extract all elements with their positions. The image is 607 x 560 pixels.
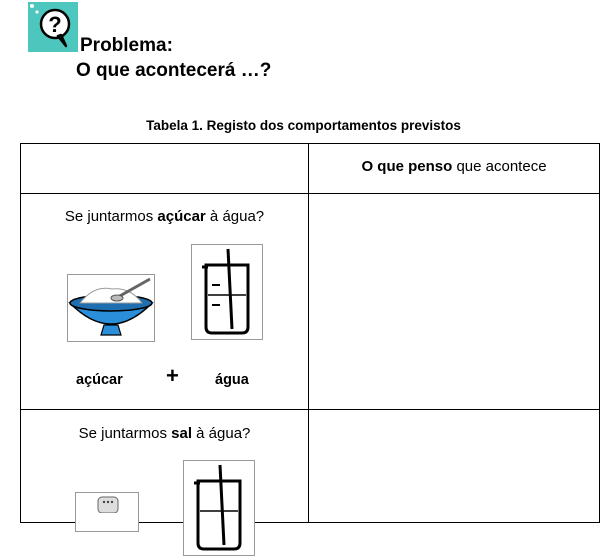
row-divider bbox=[21, 409, 599, 410]
row-sugar-question: Se juntarmos açúcar à água? bbox=[64, 208, 265, 225]
header-divider bbox=[21, 193, 599, 194]
column-divider bbox=[308, 144, 309, 522]
sugar-bowl-icon bbox=[67, 274, 155, 342]
beaker-water-icon bbox=[183, 460, 255, 556]
problem-title: Problema: bbox=[80, 35, 173, 56]
svg-text:?: ? bbox=[48, 12, 62, 37]
question-speech-bubble-icon bbox=[28, 2, 78, 52]
table-caption: Tabela 1. Registo dos comportamentos previstos bbox=[146, 118, 461, 133]
row-salt-question: Se juntarmos sal à água? bbox=[78, 425, 251, 442]
problem-question: O que acontecerá …? bbox=[76, 60, 272, 81]
label-water: água bbox=[215, 372, 249, 388]
header-bold-part: O que penso bbox=[361, 158, 453, 175]
substance-salt: sal bbox=[171, 425, 192, 442]
substance-sugar: açúcar bbox=[157, 208, 206, 225]
header-what-i-think bbox=[309, 158, 599, 175]
header-rest-part: que acontece bbox=[452, 158, 547, 175]
salt-shaker-icon bbox=[75, 492, 139, 532]
plus-sign: + bbox=[166, 363, 179, 388]
predictions-table bbox=[20, 143, 600, 523]
label-sugar: açúcar bbox=[76, 372, 123, 388]
beaker-water-icon bbox=[191, 244, 263, 340]
